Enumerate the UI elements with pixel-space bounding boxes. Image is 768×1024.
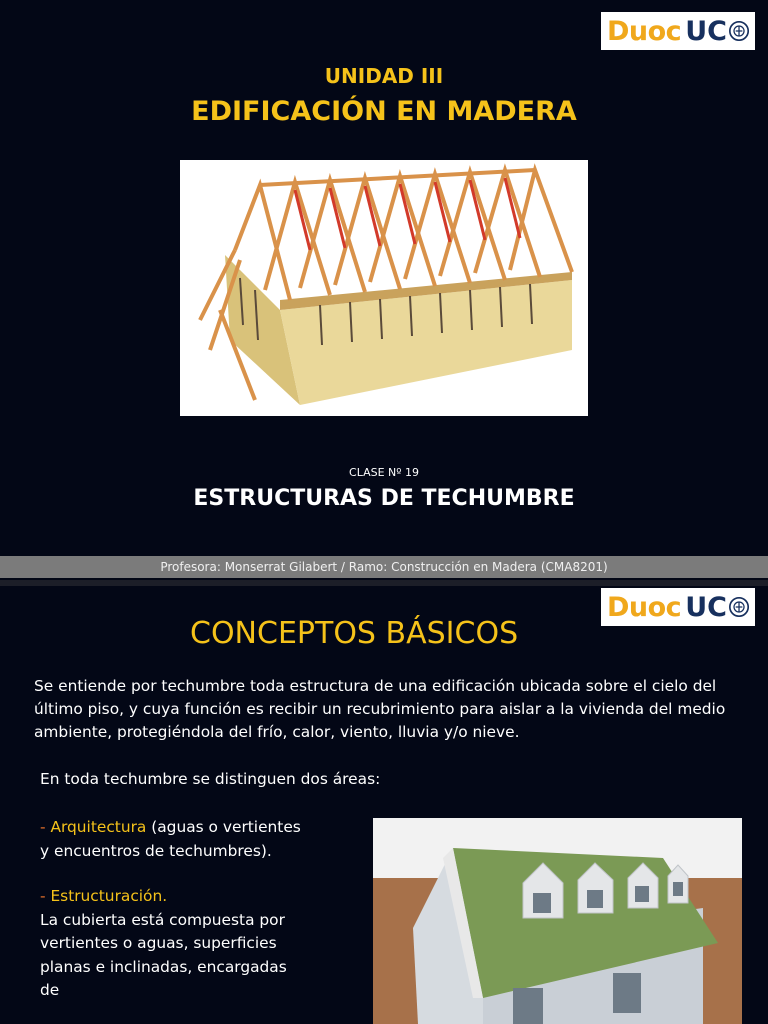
house-roof-image (373, 818, 742, 1024)
uc-seal-icon (729, 593, 749, 621)
list-item-estructuracion: - Estructuración. La cubierta está compuesta por vertientes o aguas, superficies planas e inclinadas, encargadas de (40, 887, 287, 999)
slide-title: EDIFICACIÓN EN MADERA (191, 96, 577, 127)
professor-bar: Profesora: Monserrat Gilabert / Ramo: Construcción en Madera (CMA8201) (0, 556, 768, 578)
intro-paragraph: Se entiende por techumbre toda estructura de una edificación ubicada sobre el cielo del último piso, y cuya función es recibir un recubrimiento para aislar a la vivienda del medio ambiente, protegiéndola del frío, calor, viento, lluvia y/o nieve. (34, 677, 726, 741)
unit-label: UNIDAD III (324, 64, 444, 88)
duoc-uc-logo-2: Duoc UC (601, 588, 755, 626)
slide-subtitle: ESTRUCTURAS DE TECHUMBRE (193, 486, 575, 511)
uc-seal-icon (729, 17, 749, 45)
class-number: CLASE Nº 19 (349, 466, 419, 479)
roof-truss-image (180, 160, 588, 416)
areas-intro: En toda techumbre se distinguen dos áreas: (40, 770, 381, 788)
duoc-uc-logo: Duoc UC (601, 12, 755, 50)
slide-2 (0, 586, 768, 1024)
list-item-arquitectura: - Arquitectura (aguas o vertientes y encuentros de techumbres). (40, 818, 301, 860)
section-heading: CONCEPTOS BÁSICOS (190, 616, 519, 651)
areas-list (40, 816, 310, 1003)
